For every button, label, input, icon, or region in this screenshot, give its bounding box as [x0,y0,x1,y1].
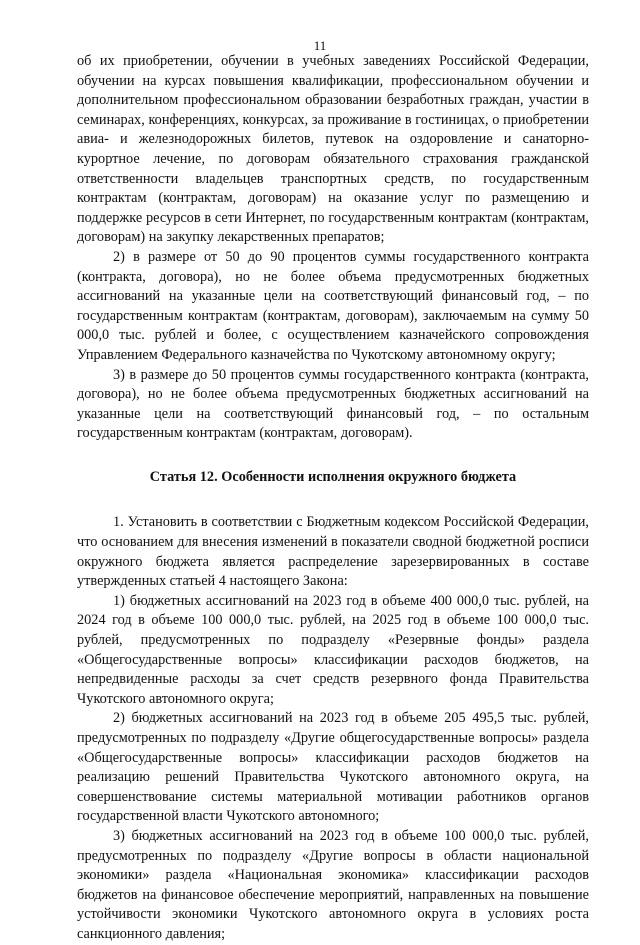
paragraph-continuation: об их приобретении, обучении в учебных заведениях Российской Федерации, обучении на курсах повышения квалификации, профессиональном обучении и дополнительном профессиональном образовании безработных граждан, участии в семинарах, конференциях, конкурсах, за проживание в гостиницах, о приобретении авиа- и железнодорожных билетов, путевок на оздоровление и санаторно-курортное лечение, по договорам обязательного страхования гражданской ответственности владельцев транспортных средств, по государственным контрактам (контрактам, договорам) на оказание услуг по размещению и поддержке ресурсов в сети Интернет, по государственным контрактам (контрактам, договорам) на закупку лекарственных препаратов; [77,53,589,246]
paragraph-clause-1: 1. Установить в соответствии с Бюджетным кодексом Российской Федерации, что основанием для внесения изменений в показатели сводной бюджетной росписи окружного бюджета является распределение зарезервированных в составе утвержденных статьей 4 настоящего Закона: [77,514,589,590]
article-title: Статья 12. Особенности исполнения окружного бюджета [149,468,517,485]
paragraph-subitem-2: 2) бюджетных ассигнований на 2023 год в объеме 205 495,5 тыс. рублей, предусмотренных по подразделу «Другие общегосударственные вопросы» раздела «Общегосударственные вопросы» классификации расходов бюджетов на реализацию решений Правительства Чукотского автономного округа, на совершенствование системы материальной мотивации работников органов государственной власти Чукотского автономного; [77,710,589,825]
paragraph-item-3: 3) в размере до 50 процентов суммы государственного контракта (контракта, договора), но не более объема предусмотренных бюджетных ассигнований на указанные цели на соответствующий финансовый год, – по остальным государственным контрактам (контрактам, договорам). [77,366,589,442]
paragraph-subitem-1: 1) бюджетных ассигнований на 2023 год в объеме 400 000,0 тыс. рублей, на 2024 год в объеме 100 000,0 тыс. рублей, на 2025 год в объеме 100 000,0 тыс. рублей, предусмотренных по подразделу «Резервные фонды» раздела «Общегосударственные вопросы» классификации расходов бюджетов, на непредвиденные расходы за счет средств резервного фонда Правительства Чукотского автономного округа; [77,592,589,707]
paragraph-item-2: 2) в размере от 50 до 90 процентов суммы государственного контракта (контракта, договора), но не более объема предусмотренных бюджетных ассигнований на указанные цели на соответствующий финансовый год, – по государственным контрактам (контрактам, договорам), заключаемым на сумму 50 000,0 тыс. рублей и более, с осуществлением казначейского сопровождения Управлением Федерального казначейства по Чукотскому автономному округу; [77,248,589,363]
page-number: 11 [313,38,327,53]
document-body [77,52,589,945]
paragraph-subitem-3: 3) бюджетных ассигнований на 2023 год в объеме 100 000,0 тыс. рублей, предусмотренных по подразделу «Другие вопросы в области национальной экономики» раздела «Национальная экономика» классификации расходов бюджетов на финансовое обеспечение мероприятий, направленных на повышение устойчивости экономики Чукотского автономного округа в условиях роста санкционного давления; [77,827,589,942]
